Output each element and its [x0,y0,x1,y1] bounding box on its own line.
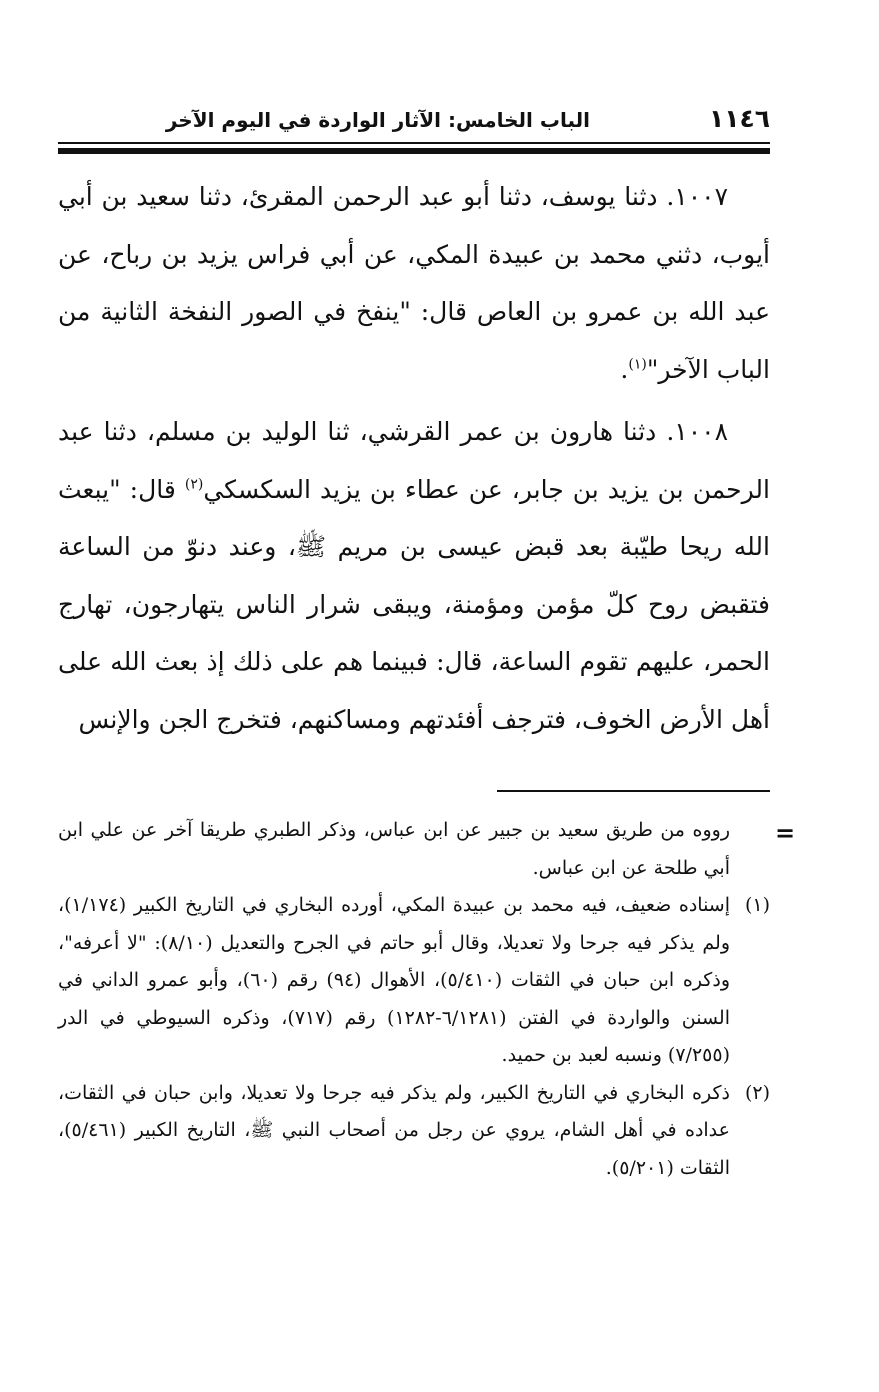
footnote-number: (١) [744,894,770,916]
paragraph-tail: . [620,354,629,384]
paragraph-text-continued: قال: "يبعث الله ريحا طيّبة بعد قبض عيسى بن مريم ﷺ، وعند دنوّ من الساعة فتقبض روح كلّ مؤمن ومؤمنة، ويبقى شرار الناس يتهارجون، تهارج الحمر، عليهم تقوم الساعة، قال: فبينما هم على ذلك إذ بعث الله على أهل الأرض الخوف، فترجف أفئدتهم ومساكنهم، فتخرج الجن والإنس [58,474,770,734]
header-rule-thin [58,142,770,144]
header-rule-thick [58,148,770,154]
paragraph-text: ١٠٠٧. دثنا يوسف، دثنا أبو عبد الرحمن المقرئ، دثنا سعيد بن أبي أيوب، دثني محمد بن عبيدة المكي، عن أبي فراس يزيد بن رباح، عن عبد الله بن عمرو بن العاص قال: "ينفخ في الصور النفخة الثانية من الباب الآخر" [58,182,770,384]
footnote-ref-1[interactable]: (١) [628,356,647,373]
footnote-text: إسناده ضعيف، فيه محمد بن عبيدة المكي، أورده البخاري في التاريخ الكبير (١/١٧٤)، ولم يذكر فيه جرحا ولا تعديلا، وقال أبو حاتم في الجرح والتعديل (٨/١٠): "لا أعرفه"، وذكره ابن حبان في الثقات (٥/٤١٠)، الأهوال (٩٤) رقم (٦٠)، وأبو عمرو الداني في السنن والواردة في الفتن (٦/١٢٨١-١٢٨٢) رقم (٧١٧)، وذكره السيوطي في الدر (٧/٢٥٥) ونسبه لعبد بن حميد. [58,894,730,1066]
hadith-paragraph-1007 [58,168,770,398]
footnote-1 [58,887,770,1075]
running-title: الباب الخامس: الآثار الواردة في اليوم الآخر [165,108,590,132]
footnote-number: (٢) [744,1081,770,1104]
page-number: ١١٤٦ [708,104,770,133]
main-text [58,168,770,753]
footnote-continuation-mark: = [775,818,796,847]
footnotes [58,812,770,1187]
paragraph-text: ١٠٠٨. دثنا هارون بن عمر القرشي، ثنا الوليد بن مسلم، دثنا عبد الرحمن بن يزيد بن جابر، عن عطاء بن يزيد السكسكي [58,417,770,504]
footnote-text: ذكره البخاري في التاريخ الكبير، ولم يذكر فيه جرحا ولا تعديلا، وابن حبان في الثقات، عداده في أهل الشام، يروي عن رجل من أصحاب النبي ﷺ، التاريخ الكبير (٥/٤٦١)، الثقات (٥/٢٠١). [58,1081,730,1179]
footnote-ref-2[interactable]: (٢) [184,476,204,493]
footnote-separator [497,790,770,792]
footnote-2 [58,1075,770,1188]
hadith-paragraph-1008 [58,403,770,748]
page-header [58,100,770,140]
footnote-continuation: رووه من طريق سعيد بن جبير عن ابن عباس، وذكر الطبري طريقا آخر عن علي ابن أبي طلحة عن ابن عباس. [58,819,730,879]
